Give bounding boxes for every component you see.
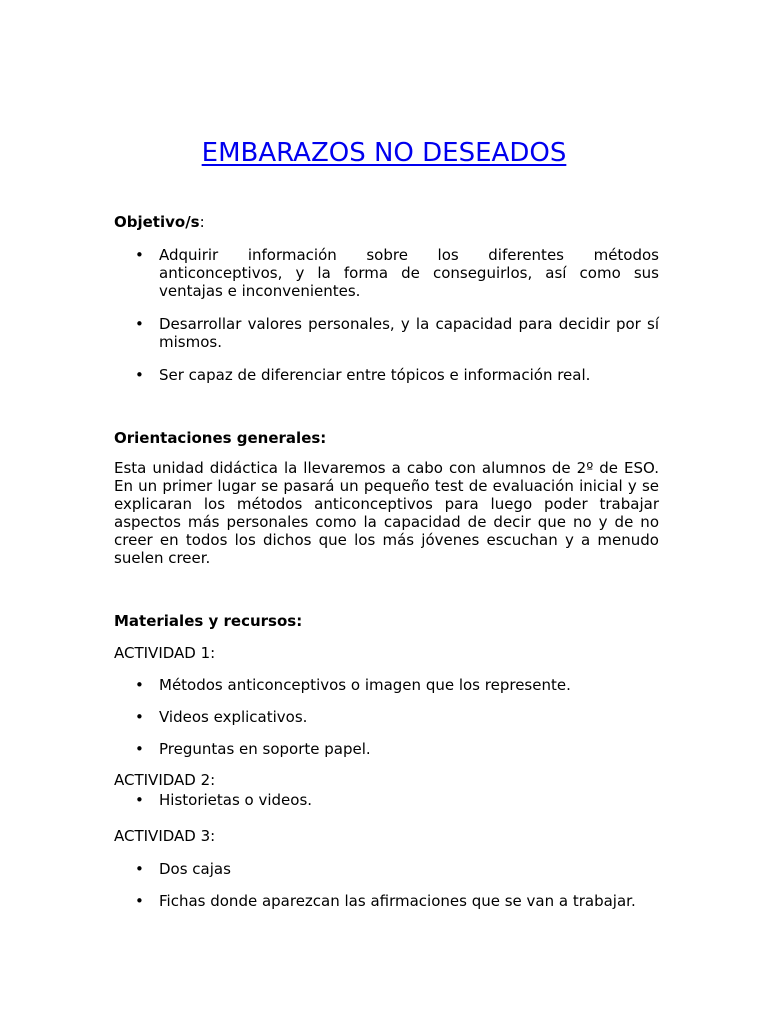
material-item [114, 860, 659, 878]
material-text: Dos cajas [159, 860, 231, 878]
objectives-heading-line [114, 213, 659, 231]
material-item [114, 708, 659, 726]
objectives-heading-colon: : [199, 213, 205, 231]
bullet-icon: • [135, 892, 144, 910]
material-text: Métodos anticonceptivos o imagen que los represente. [159, 676, 571, 694]
material-item [114, 676, 659, 694]
orientations-heading: Orientaciones generales: [114, 429, 327, 447]
activity-label: ACTIVIDAD 3: [114, 827, 216, 845]
objective-text: Desarrollar valores personales, y la capacidad para decidir por sí mismos. [159, 315, 659, 351]
objectives-heading: Objetivo/s [114, 213, 200, 231]
bullet-icon: • [135, 740, 144, 758]
objective-text: Adquirir información sobre los diferentes métodos anticonceptivos, y la forma de conseguirlos, así como sus ventajas e inconvenientes. [159, 246, 659, 300]
objective-item [114, 366, 659, 384]
orientations-paragraph: Esta unidad didáctica la llevaremos a cabo con alumnos de 2º de ESO. En un primer lugar se pasará un pequeño test de evaluación inicial y se explicaran los métodos anticonceptivos para luego poder trabajar aspectos más personales como la capacidad de decir que no y de no creer en todos los dichos que los más jóvenes escuchan y a menudo suelen creer. [114, 459, 659, 567]
bullet-icon: • [135, 676, 144, 694]
material-item [114, 791, 659, 809]
objective-text: Ser capaz de diferenciar entre tópicos e información real. [159, 366, 591, 384]
material-text: Videos explicativos. [159, 708, 308, 726]
material-text: Preguntas en soporte papel. [159, 740, 371, 758]
material-text: Fichas donde aparezcan las afirmaciones que se van a trabajar. [159, 892, 636, 910]
material-item [114, 892, 659, 910]
bullet-icon: • [135, 791, 144, 809]
activity-label: ACTIVIDAD 2: [114, 771, 216, 789]
activity-label: ACTIVIDAD 1: [114, 644, 216, 662]
bullet-icon: • [135, 246, 144, 264]
objective-item [114, 315, 659, 351]
bullet-icon: • [135, 315, 144, 333]
bullet-icon: • [135, 708, 144, 726]
document-title: EMBARAZOS NO DESEADOS [201, 138, 567, 168]
material-item [114, 740, 659, 758]
bullet-icon: • [135, 860, 144, 878]
material-text: Historietas o videos. [159, 791, 313, 809]
objective-item [114, 246, 659, 300]
materials-heading: Materiales y recursos: [114, 612, 303, 630]
bullet-icon: • [135, 366, 144, 384]
